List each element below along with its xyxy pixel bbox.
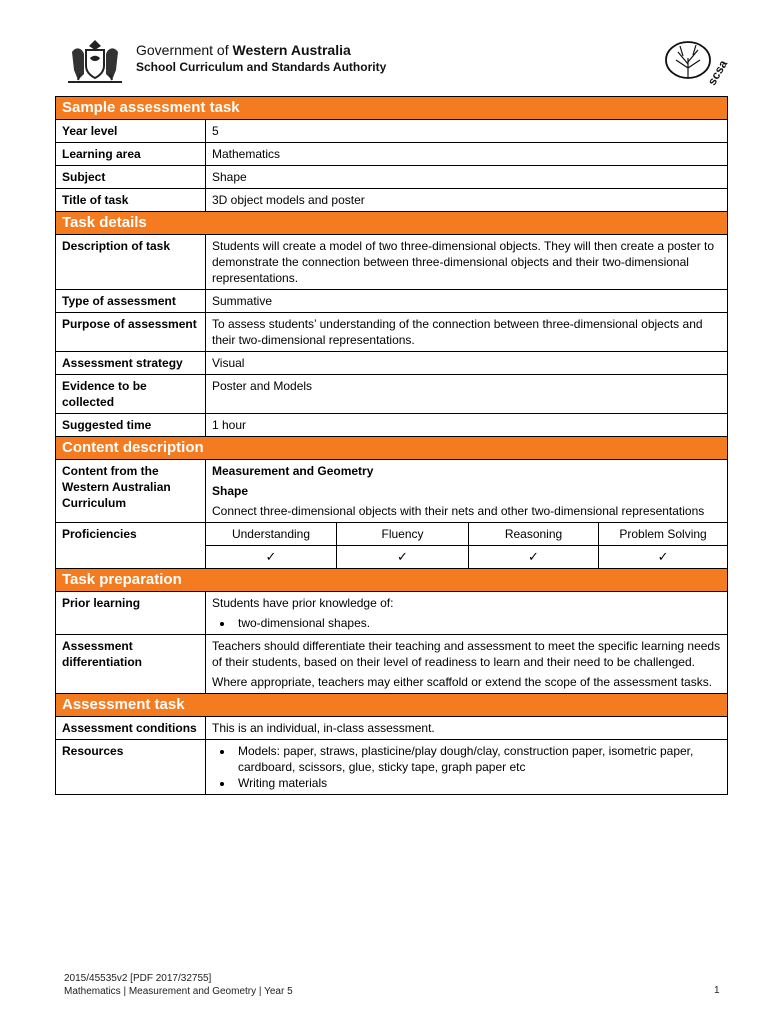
authority-name: School Curriculum and Standards Authority	[136, 60, 387, 74]
prior-learning-value	[206, 592, 728, 635]
resources-list	[212, 743, 721, 791]
document-reference: 2015/45535v2 [PDF 2017/32755]	[64, 973, 212, 984]
conditions-label: Assessment conditions	[56, 717, 206, 740]
list-item: • Models: paper, straws, plasticine/play dough/clay, construction paper, isometric paper, cardboard, scissors, glue, sticky tape, graph paper etc	[234, 743, 721, 775]
table-row	[56, 143, 728, 166]
table-row	[56, 635, 728, 694]
table-row	[56, 120, 728, 143]
document-footer	[64, 972, 293, 998]
scsa-logo-text: scsa	[704, 57, 730, 88]
wa-coat-of-arms-icon	[64, 36, 126, 86]
learning-area-label: Learning area	[56, 143, 206, 166]
table-row	[56, 189, 728, 212]
description-value: Students will create a model of two three-dimensional objects. They will then create a poster to demonstrate the connection between three-dimensional objects and their two-dimensional representations.	[206, 235, 728, 290]
tick-icon: ✓	[206, 546, 337, 569]
differentiation-paragraph-1: Teachers should differentiate their teaching and assessment to meet the specific learning needs of their students, based on their level of readiness to learn and their need to be challenged.	[212, 639, 721, 669]
resources-label: Resources	[56, 740, 206, 795]
differentiation-paragraph-2: Where appropriate, teachers may either scaffold or extend the scope of the assessment tasks.	[212, 675, 713, 689]
table-row	[56, 235, 728, 290]
prior-intro-text: Students have prior knowledge of:	[212, 596, 394, 610]
page-number: 1	[714, 985, 720, 996]
strategy-value: Visual	[206, 352, 728, 375]
tick-icon: ✓	[469, 546, 599, 569]
footer-breadcrumb: Mathematics | Measurement and Geometry | Year 5	[64, 986, 293, 997]
purpose-label: Purpose of assessment	[56, 313, 206, 352]
table-row	[56, 166, 728, 189]
time-value: 1 hour	[206, 414, 728, 437]
government-name: Government of Western Australia	[136, 42, 351, 58]
section-header-task-details: Task details	[56, 212, 728, 235]
table-row	[56, 592, 728, 635]
prior-learning-label: Prior learning	[56, 592, 206, 635]
purpose-value: To assess students’ understanding of the connection between three-dimensional objects and their two-dimensional representations.	[206, 313, 728, 352]
table-row	[56, 414, 728, 437]
proficiency-reasoning: Reasoning	[469, 523, 599, 546]
list-item: • Writing materials	[234, 775, 721, 791]
proficiency-understanding: Understanding	[206, 523, 337, 546]
list-item: • two-dimensional shapes.	[234, 615, 721, 631]
proficiency-fluency: Fluency	[337, 523, 469, 546]
section-header-content-description: Content description	[56, 437, 728, 460]
year-level-label: Year level	[56, 120, 206, 143]
table-row	[56, 290, 728, 313]
type-label: Type of assessment	[56, 290, 206, 313]
scsa-tree-logo-icon	[662, 38, 730, 88]
differentiation-label: Assessment differentiation	[56, 635, 206, 694]
assessment-task-table	[55, 96, 728, 795]
table-row	[56, 375, 728, 414]
section-header-sample: Sample assessment task	[56, 97, 728, 120]
proficiency-problem-solving: Problem Solving	[599, 523, 728, 546]
subject-label: Subject	[56, 166, 206, 189]
curriculum-label: Content from the Western Australian Curriculum	[56, 460, 206, 523]
document-header	[0, 0, 768, 92]
table-row	[56, 523, 728, 546]
strand-text: Measurement and Geometry	[212, 464, 374, 478]
differentiation-value	[206, 635, 728, 694]
resources-value	[206, 740, 728, 795]
table-row	[56, 313, 728, 352]
prior-list	[212, 615, 721, 631]
table-row	[56, 740, 728, 795]
sub-strand-text: Shape	[212, 484, 249, 498]
table-row	[56, 460, 728, 523]
subject-value: Shape	[206, 166, 728, 189]
description-label: Description of task	[56, 235, 206, 290]
section-header-task-preparation: Task preparation	[56, 569, 728, 592]
tick-icon: ✓	[599, 546, 728, 569]
conditions-value: This is an individual, in-class assessment.	[206, 717, 728, 740]
year-level-value: 5	[206, 120, 728, 143]
learning-area-value: Mathematics	[206, 143, 728, 166]
evidence-value: Poster and Models	[206, 375, 728, 414]
proficiencies-label: Proficiencies	[56, 523, 206, 569]
title-value: 3D object models and poster	[206, 189, 728, 212]
tick-icon: ✓	[337, 546, 469, 569]
table-row	[56, 717, 728, 740]
type-value: Summative	[206, 290, 728, 313]
time-label: Suggested time	[56, 414, 206, 437]
evidence-label: Evidence to be collected	[56, 375, 206, 414]
table-row	[56, 352, 728, 375]
title-label: Title of task	[56, 189, 206, 212]
strategy-label: Assessment strategy	[56, 352, 206, 375]
section-header-assessment-task: Assessment task	[56, 694, 728, 717]
curriculum-value	[206, 460, 728, 523]
descriptor-text: Connect three-dimensional objects with their nets and other two-dimensional representations	[212, 504, 705, 518]
